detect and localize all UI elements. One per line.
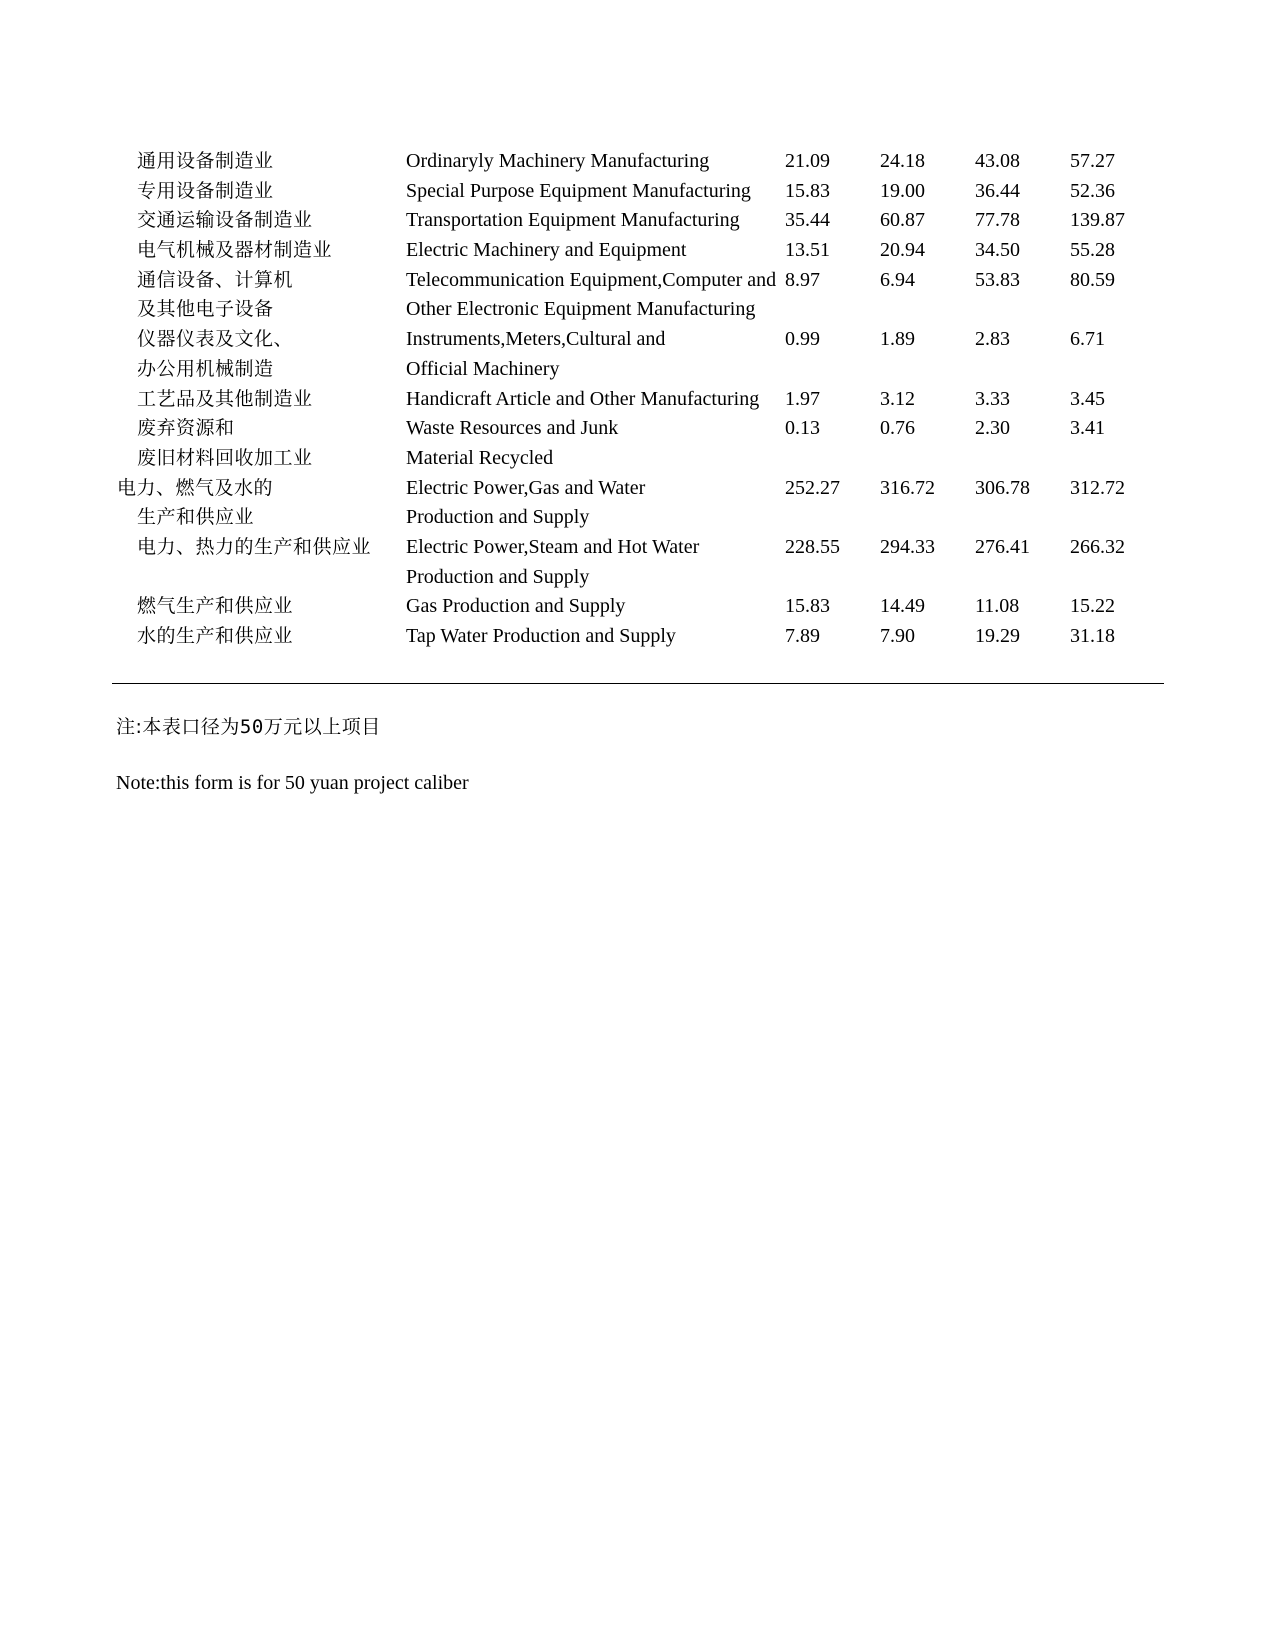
row-chinese-label: 水的生产和供应业 <box>137 625 294 647</box>
row-chinese-label: 废旧材料回收加工业 <box>137 446 313 469</box>
row-value-4: 52.36 <box>1070 179 1115 202</box>
table-row <box>0 295 1275 325</box>
row-value-1: 15.83 <box>785 595 830 618</box>
row-value-2: 19.00 <box>880 179 925 202</box>
table-row <box>0 236 1275 266</box>
row-value-1: 21.09 <box>785 150 830 172</box>
row-chinese-label: 仪器仪表及文化、 <box>137 328 294 351</box>
row-value-2: 7.90 <box>880 625 915 647</box>
note-chinese: 注:本表口径为50万元以上项目 <box>116 716 381 738</box>
row-value-3: 11.08 <box>975 595 1020 618</box>
row-english-label: Tap Water Production and Supply <box>406 625 676 647</box>
table-row <box>0 266 1275 296</box>
row-value-2: 14.49 <box>880 595 925 618</box>
row-english-label: Waste Resources and Junk <box>406 417 619 440</box>
row-value-4: 3.41 <box>1070 417 1105 440</box>
row-value-1: 252.27 <box>785 476 840 499</box>
row-chinese-label: 通信设备、计算机 <box>137 268 294 291</box>
table-row <box>0 414 1275 444</box>
table-row <box>0 444 1275 474</box>
row-english-label: Gas Production and Supply <box>406 595 626 618</box>
row-english-label: Telecommunication Equipment,Computer and <box>406 268 777 291</box>
row-value-3: 276.41 <box>975 535 1030 558</box>
row-value-4: 139.87 <box>1070 209 1125 232</box>
row-value-4: 15.22 <box>1070 595 1115 618</box>
row-value-4: 6.71 <box>1070 328 1105 351</box>
row-value-3: 43.08 <box>975 150 1020 172</box>
row-value-4: 57.27 <box>1070 150 1115 172</box>
row-value-1: 35.44 <box>785 209 830 232</box>
row-english-label: Transportation Equipment Manufacturing <box>406 209 740 232</box>
row-value-2: 316.72 <box>880 476 935 499</box>
row-value-4: 31.18 <box>1070 625 1115 647</box>
table-row <box>0 177 1275 207</box>
row-value-3: 306.78 <box>975 476 1030 499</box>
table-row <box>0 592 1275 622</box>
row-value-1: 0.13 <box>785 417 820 440</box>
table-row <box>0 147 1275 177</box>
row-value-3: 36.44 <box>975 179 1020 202</box>
row-english-label: Production and Supply <box>406 506 590 529</box>
row-value-1: 7.89 <box>785 625 820 647</box>
table-row <box>0 474 1275 504</box>
row-value-1: 13.51 <box>785 239 830 262</box>
row-value-4: 312.72 <box>1070 476 1125 499</box>
row-chinese-label: 交通运输设备制造业 <box>137 209 313 232</box>
row-english-label: Electric Power,Steam and Hot Water <box>406 535 700 558</box>
row-value-1: 1.97 <box>785 387 820 410</box>
row-value-2: 60.87 <box>880 209 925 232</box>
table-row <box>0 503 1275 533</box>
row-value-2: 294.33 <box>880 535 935 558</box>
row-value-4: 266.32 <box>1070 535 1125 558</box>
row-chinese-label: 电力、热力的生产和供应业 <box>137 535 372 558</box>
row-value-4: 55.28 <box>1070 239 1115 262</box>
row-english-label: Material Recycled <box>406 446 554 469</box>
table-row <box>0 533 1275 563</box>
row-value-2: 3.12 <box>880 387 915 410</box>
row-value-3: 34.50 <box>975 239 1020 262</box>
row-chinese-label: 生产和供应业 <box>137 506 255 529</box>
row-english-label: Electric Machinery and Equipment <box>406 239 687 262</box>
industry-table <box>0 147 1275 652</box>
row-english-label: Production and Supply <box>406 565 590 588</box>
table-row <box>0 206 1275 236</box>
row-english-label: Other Electronic Equipment Manufacturing <box>406 298 756 321</box>
row-value-2: 0.76 <box>880 417 915 440</box>
table-row <box>0 622 1275 652</box>
row-value-1: 15.83 <box>785 179 830 202</box>
row-value-2: 1.89 <box>880 328 915 351</box>
row-value-3: 3.33 <box>975 387 1010 410</box>
row-chinese-label: 专用设备制造业 <box>137 179 274 202</box>
table-row <box>0 563 1275 593</box>
row-english-label: Electric Power,Gas and Water <box>406 476 646 499</box>
row-value-2: 20.94 <box>880 239 925 262</box>
table-row <box>0 385 1275 415</box>
row-value-3: 53.83 <box>975 268 1020 291</box>
row-value-3: 2.30 <box>975 417 1010 440</box>
row-english-label: Instruments,Meters,Cultural and <box>406 328 666 351</box>
row-chinese-label: 燃气生产和供应业 <box>137 595 294 618</box>
row-value-1: 0.99 <box>785 328 820 351</box>
row-chinese-label: 电气机械及器材制造业 <box>137 239 333 262</box>
row-chinese-label: 通用设备制造业 <box>137 150 274 172</box>
row-value-1: 228.55 <box>785 535 840 558</box>
row-value-4: 3.45 <box>1070 387 1105 410</box>
row-chinese-label: 及其他电子设备 <box>137 298 274 321</box>
row-value-2: 6.94 <box>880 268 915 291</box>
table-bottom-rule <box>112 683 1164 684</box>
row-value-3: 77.78 <box>975 209 1020 232</box>
row-chinese-label: 办公用机械制造 <box>137 357 274 380</box>
row-english-label: Official Machinery <box>406 357 560 380</box>
row-value-3: 2.83 <box>975 328 1010 351</box>
row-value-2: 24.18 <box>880 150 925 172</box>
row-english-label: Ordinaryly Machinery Manufacturing <box>406 150 710 172</box>
note-english: Note:this form is for 50 yuan project caliber <box>116 772 469 794</box>
row-english-label: Special Purpose Equipment Manufacturing <box>406 179 751 202</box>
row-value-4: 80.59 <box>1070 268 1115 291</box>
row-value-3: 19.29 <box>975 625 1020 647</box>
row-chinese-label: 废弃资源和 <box>137 417 235 440</box>
row-english-label: Handicraft Article and Other Manufacturing <box>406 387 760 410</box>
table-row <box>0 325 1275 355</box>
table-row <box>0 355 1275 385</box>
row-chinese-label: 电力、燃气及水的 <box>117 476 274 499</box>
row-value-1: 8.97 <box>785 268 820 291</box>
row-chinese-label: 工艺品及其他制造业 <box>137 387 313 410</box>
